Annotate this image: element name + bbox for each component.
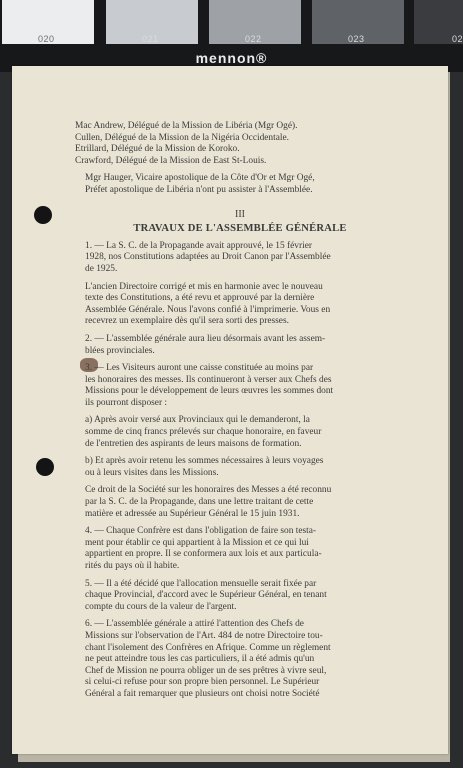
paragraph-line: L'ancien Directoire corrigé et mis en harmonie avec le nouveau: [85, 281, 323, 292]
paragraph-line: ne peut atteindre tous les cas particuliers, il a été admis qu'un: [85, 654, 315, 665]
paragraph-line: ment pour établir ce qui appartient à la Mission et ce qui lui: [85, 537, 309, 548]
paragraph-line: ou à leurs visites dans les Missions.: [85, 467, 219, 478]
absent-note: [75, 173, 405, 196]
paragraph-line: 5. — Il a été décidé que l'allocation mensuelle serait fixée par: [85, 578, 317, 589]
paragraph: [75, 334, 405, 357]
paragraph: [75, 282, 405, 328]
paragraph-line: rités du pays où il habite.: [85, 561, 180, 571]
paragraph-line: Missions pour le développement de leurs œuvres les sommes dont: [85, 386, 334, 397]
absent-note-line: Préfet apostolique de Libéria n'ont pu assister à l'Assemblée.: [85, 184, 313, 195]
paragraph-line: Ce droit de la Société sur les honoraires des Messes a été reconnu: [85, 485, 332, 496]
paragraph: [75, 526, 405, 572]
paragraph-line: 4. — Chaque Confrère est dans l'obligation de faire son testa-: [85, 526, 317, 537]
delegates-list: [75, 121, 405, 167]
paragraph-line: chaque Provincial, d'accord avec le Supérieur Général, en tenant: [85, 590, 327, 601]
paragraph-line: ils pourront disposer :: [85, 397, 168, 408]
paragraph: [75, 241, 405, 276]
brand-logo: mennon®: [195, 50, 268, 66]
punch-hole-top: [34, 206, 52, 224]
paragraph: [75, 619, 405, 700]
paragraph-line: si celui-ci refuse pour son propre bien personnel. Le Supérieur: [85, 677, 320, 688]
paragraph-line: compte du cours de la valeur de l'argent.: [85, 601, 237, 612]
color-calibration-chart: [0, 0, 463, 72]
paragraph: [75, 456, 405, 479]
paragraph-line: matière et adressée au Supérieur Général le 15 juin 1931.: [85, 508, 300, 519]
document-page: [12, 66, 448, 754]
paragraph-line: 1928, nos Constitutions adaptées au Droit Canon par l'Assemblée: [85, 252, 331, 263]
paragraph-line: blées provinciales.: [85, 345, 155, 356]
paragraph-line: a) Après avoir versé aux Provinciaux qui le demanderont, la: [85, 415, 310, 426]
paragraph-line: somme de cinq francs prélevés sur chaque honoraire, en faveur: [85, 427, 322, 438]
paragraph-line: recevrez un exemplaire dès qu'il sera sorti des presses.: [85, 316, 289, 327]
delegate-line: Mac Andrew, Délégué de la Mission de Libéria (Mgr Ogé).: [75, 121, 298, 131]
paragraph-line: Assemblée Générale. Nous l'avons confié à l'imprimerie. Vous en: [85, 304, 331, 315]
swatch-label-020: 020: [38, 34, 55, 44]
paragraph: [75, 485, 405, 520]
paragraph-line: Chef de Mission ne pourra obliger un de ses prêtres à vivre seul,: [85, 665, 327, 676]
swatch-label-022: 022: [245, 34, 262, 44]
paragraph-line: 6. — L'assemblée générale a attiré l'attention des Chefs de: [85, 619, 304, 630]
absent-note-line: Mgr Hauger, Vicaire apostolique de la Côte d'Or et Mgr Ogé,: [85, 173, 315, 184]
paragraph-line: 3. — Les Visiteurs auront une caisse constituée au moins par: [85, 363, 314, 374]
paragraph-line: appartient en propre. Il se conformera aux lois et aux particula-: [85, 549, 322, 560]
document-text: [75, 121, 405, 707]
paragraph-line: de l'entretien des aspirants de leurs maisons de formation.: [85, 438, 302, 449]
paragraph-line: 2. — L'assemblée générale aura lieu désormais avant les assem-: [85, 333, 326, 344]
paragraph-line: Général a fait remarquer que plusieurs ont choisi notre Société: [85, 688, 320, 699]
paragraph-line: de 1925.: [85, 263, 118, 274]
swatch-label-021: 021: [142, 34, 159, 44]
section-number: III: [235, 208, 245, 220]
paragraph-line: par la S. C. de la Propagande, dans une lettre traitant de cette: [85, 497, 314, 508]
paragraph-line: chant l'isolement des Confrères en Afrique. Comme un règlement: [85, 642, 331, 653]
paragraph: [75, 415, 405, 450]
swatch-label-02: 02: [452, 34, 463, 44]
paragraph-line: Missions sur l'observation de l'Art. 484 de notre Directoire tou-: [85, 630, 323, 641]
paragraph-line: 1. — La S. C. de la Propagande avait approuvé, le 15 février: [85, 240, 313, 251]
punch-hole-bottom: [36, 458, 54, 476]
paragraph-line: b) Et après avoir retenu les sommes nécessaires à leurs voyages: [85, 456, 324, 467]
delegate-line: Cullen, Délégué de la Mission de la Nigéria Occidentale.: [75, 132, 289, 143]
paragraph: [75, 363, 405, 409]
section-title: TRAVAUX DE L'ASSEMBLÉE GÉNÉRALE: [133, 223, 347, 235]
paragraph: [75, 579, 405, 614]
paragraph-line: texte des Constitutions, a été revu et approuvé par la dernière: [85, 293, 315, 304]
swatch-label-023: 023: [348, 34, 365, 44]
delegate-line: Crawford, Délégué de la Mission de East St-Louis.: [75, 155, 267, 166]
delegate-line: Etrillard, Délégué de la Mission de Koroko.: [75, 144, 240, 155]
paragraphs: [75, 241, 405, 701]
paragraph-line: les honoraires des messes. Ils continueront à verser aux Chefs des: [85, 374, 332, 385]
